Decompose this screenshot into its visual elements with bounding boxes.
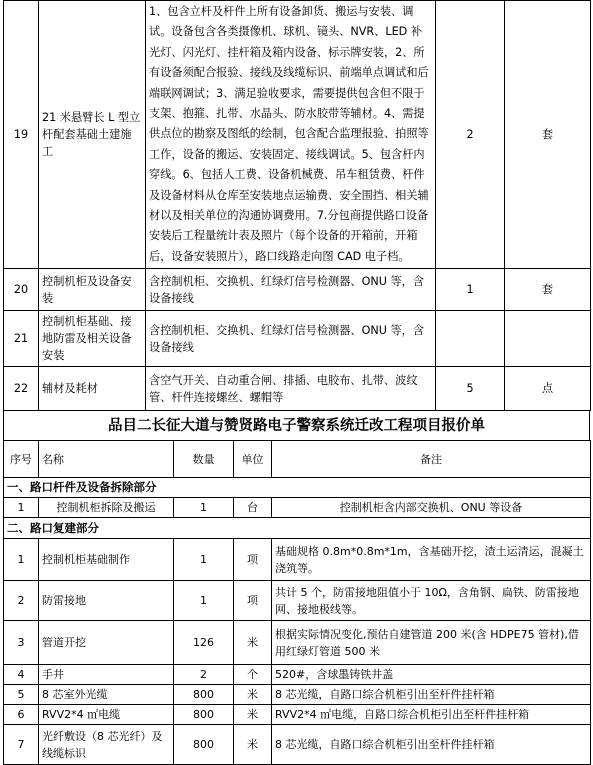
header-unit: 单位 (234, 441, 272, 478)
item-remark: 控制机柜含内部交换机、ONU 等设备 (272, 498, 591, 518)
item-remark: 基础规格 0.8m*0.8m*1m，含基础开挖，渣土运清运，混凝土浇筑等。 (272, 539, 591, 581)
item-unit (505, 311, 591, 367)
item-quantity: 1 (174, 498, 234, 518)
item-remark: 根据实际情况变化,预估自建管道 200 米(含 HDPE75 管材),借用红绿灯管道 500 米 (272, 621, 591, 665)
item-name: 管道开挖 (39, 621, 174, 665)
item-unit: 米 (234, 725, 272, 765)
table-header-row (4, 441, 591, 478)
item-remark: 8 芯光缆，自路口综合机柜引出至杆件挂杆箱 (272, 725, 591, 765)
item-unit: 台 (234, 498, 272, 518)
table-row (4, 581, 591, 621)
item-quantity: 800 (174, 685, 234, 705)
item-quantity: 2 (436, 1, 505, 269)
item-name: 控制机柜基础、接地防雷及相关设备安装 (39, 311, 146, 367)
table-row (4, 1, 591, 269)
item-name: 光纤敷设（8 芯光纤）及线缆标识 (39, 725, 174, 765)
item-name: 21 米悬臂长 L 型立杆配套基础土建施工 (39, 1, 146, 269)
item-name: 辅材及耗材 (39, 367, 146, 411)
document-page (3, 0, 590, 765)
table-row (4, 685, 591, 705)
row-number: 1 (4, 539, 39, 581)
item-unit: 项 (234, 581, 272, 621)
row-number: 2 (4, 581, 39, 621)
item-remark: 520#，含球墨铸铁井盖 (272, 665, 591, 685)
item-name: 控制机柜及设备安装 (39, 269, 146, 311)
item-unit: 米 (234, 705, 272, 725)
table-row (4, 725, 591, 765)
item-remark: 共计 5 个，防雷接地阻值小于 10Ω，含角钢、扁铁、防雷接地网、接地极线等。 (272, 581, 591, 621)
item-name: 防雷接地 (39, 581, 174, 621)
item-unit: 个 (234, 665, 272, 685)
section-title: 一、路口杆件及设备拆除部分 (4, 478, 591, 498)
item-quantity: 800 (174, 705, 234, 725)
item-name: 控制机柜拆除及搬运 (39, 498, 174, 518)
item-name: 控制机柜基础制作 (39, 539, 174, 581)
row-number: 21 (4, 311, 39, 367)
table-row (4, 367, 591, 411)
table-row (4, 269, 591, 311)
item-unit: 米 (234, 685, 272, 705)
table-row (4, 539, 591, 581)
item-unit: 套 (505, 1, 591, 269)
item-quantity: 2 (174, 665, 234, 685)
item-quantity: 5 (436, 367, 505, 411)
row-number: 5 (4, 685, 39, 705)
item-quantity: 1 (174, 539, 234, 581)
row-number: 19 (4, 1, 39, 269)
table-row (4, 621, 591, 665)
item-quantity (436, 311, 505, 367)
item-remark: 含控制机柜、交换机、红绿灯信号检测器、ONU 等，含设备接线 (146, 269, 436, 311)
item-quantity: 1 (174, 581, 234, 621)
section-row (4, 478, 591, 498)
section-row (4, 518, 591, 539)
row-number: 22 (4, 367, 39, 411)
item-unit: 米 (234, 621, 272, 665)
item-remark: 含空气开关、自动重合闸、排插、电胶布、扎带、波纹管、杆件连接螺丝、螺帽等 (146, 367, 436, 411)
item-remark: 1、包含立杆及杆件上所有设备卸货、搬运与安装、调试。设备包含各类摄像机、球机、镜头、NVR、LED 补光灯、闪光灯、挂杆箱及箱内设备、标示牌安装，2、所有设备须配合报验、接线及线缆标识、前端单点调试和后端联网调试；3、满足验收要求，需要提供包含但不限于支架、抱箍、扎带、水晶头、防水胶带等辅材。4、需提供点位的勘察及图纸的绘制，包含配合监理报验、拍照等工作，设备的搬运、安装固定、接线调试。5、包含杆内穿线。6、包括人工费、设备机械费、吊车租赁费、杆件及设备材料从仓库至安装地点运输费、安全围挡、相关辅材以及相关单位的沟通协调费用。7.分包商提供路口设备安装后工程量统计表及照片（每个设备的开箱前，开箱后，设备安装照片），路口线路走向图 CAD 电子档。 (146, 1, 436, 269)
row-number: 20 (4, 269, 39, 311)
item-remark: RVV2*4 ㎡电缆，自路口综合机柜引出至杆件挂杆箱 (272, 705, 591, 725)
item-unit: 套 (505, 269, 591, 311)
item-unit: 项 (234, 539, 272, 581)
item-name: RVV2*4 ㎡电缆 (39, 705, 174, 725)
page-title: 品目二长征大道与赞贤路电子警察系统迁改工程项目报价单 (3, 411, 590, 440)
item-quantity: 800 (174, 725, 234, 765)
row-number: 3 (4, 621, 39, 665)
row-number: 6 (4, 705, 39, 725)
quote-table (3, 440, 591, 765)
item-unit: 点 (505, 367, 591, 411)
item-remark: 含控制机柜、交换机、红绿灯信号检测器、ONU 等，含设备接线 (146, 311, 436, 367)
header-remark: 备注 (272, 441, 591, 478)
quote-table-continued (3, 0, 591, 411)
row-number: 1 (4, 498, 39, 518)
row-number: 4 (4, 665, 39, 685)
item-name: 手井 (39, 665, 174, 685)
item-quantity: 1 (436, 269, 505, 311)
row-number: 7 (4, 725, 39, 765)
table-row (4, 705, 591, 725)
table-row (4, 311, 591, 367)
header-qty: 数量 (174, 441, 234, 478)
item-quantity: 126 (174, 621, 234, 665)
item-name: 8 芯室外光缆 (39, 685, 174, 705)
table-row (4, 665, 591, 685)
section-title: 二、路口复建部分 (4, 518, 591, 539)
table-row (4, 498, 591, 518)
header-no: 序号 (4, 441, 39, 478)
item-remark: 8 芯光缆，自路口综合机柜引出至杆件挂杆箱 (272, 685, 591, 705)
header-name: 名称 (39, 441, 174, 478)
